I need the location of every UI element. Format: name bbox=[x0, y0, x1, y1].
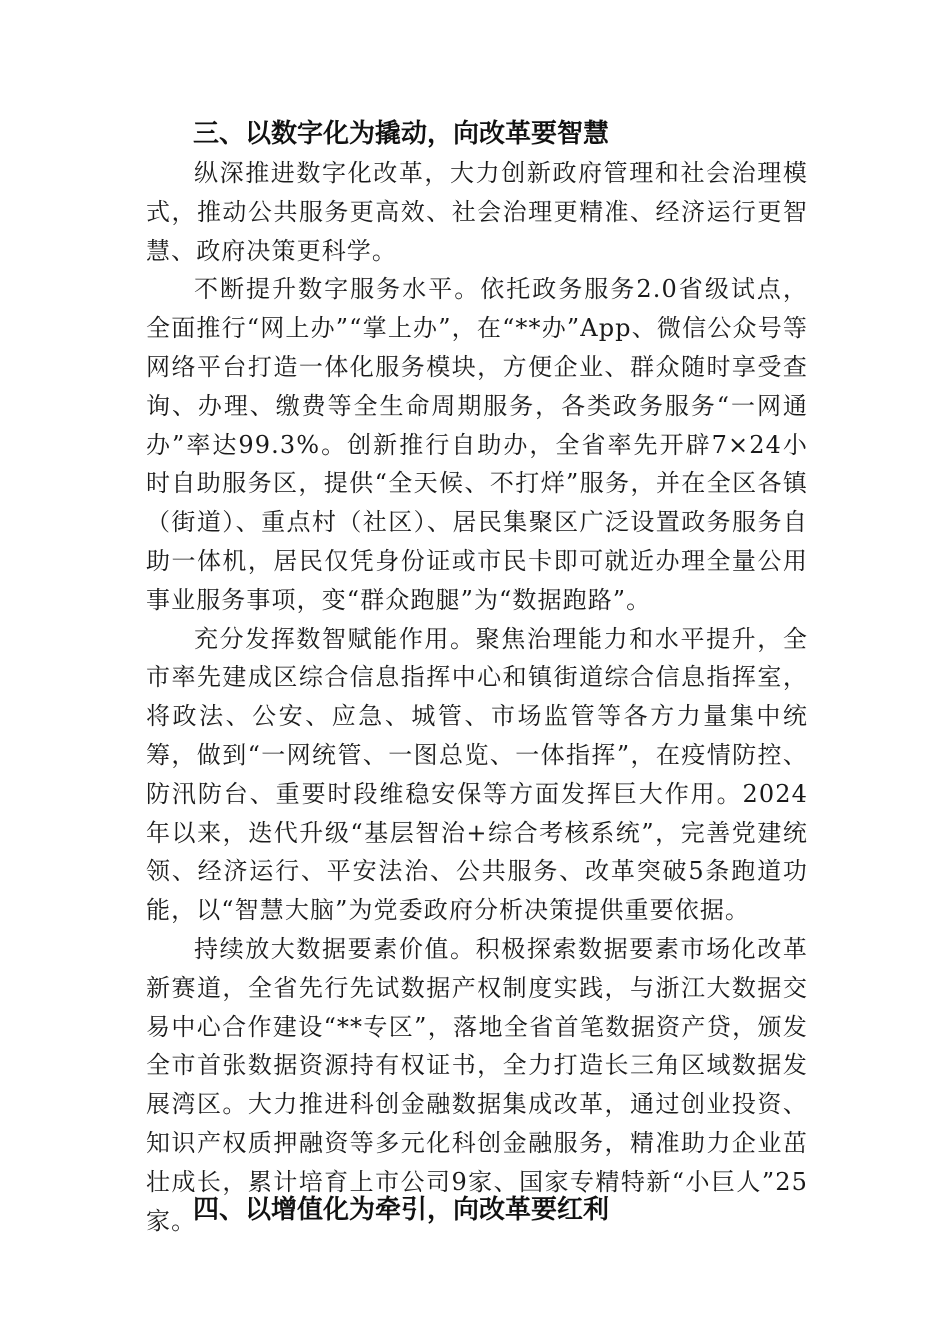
section-3 bbox=[146, 114, 808, 1240]
section-heading: 三、以数字化为撬动，向改革要智慧 bbox=[193, 119, 610, 149]
paragraph-digital-empowerment: 充分发挥数智赋能作用。聚焦治理能力和水平提升，全市率先建成区综合信息指挥中心和镇街道综合信息指挥室，将政法、公安、应急、城管、市场监管等各方力量集中统筹，做到“一网统管、一图总览、一体指挥”，在疫情防控、防汛防台、重要时段维稳安保等方面发挥巨大作用。2024年以来，迭代升级“基层智治+综合考核系统”，完善党建统领、经济运行、平安法治、公共服务、改革突破5条跑道功能，以“智慧大脑”为党委政府分析决策提供重要依据。 bbox=[146, 624, 808, 925]
paragraph-intro: 纵深推进数字化改革，大力创新政府管理和社会治理模式，推动公共服务更高效、社会治理更精准、经济运行更智慧、政府决策更科学。 bbox=[146, 159, 808, 265]
section-heading: 四、以增值化为牵引，向改革要红利 bbox=[193, 1195, 610, 1225]
paragraph-data-value: 持续放大数据要素价值。积极探索数据要素市场化改革新赛道，全省先行先试数据产权制度实践，与浙江大数据交易中心合作建设“**专区”，落地全省首笔数据资产贷，颁发全市首张数据资源持有权证书，全力打造长三角区域数据发展湾区。大力推进科创金融数据集成改革，通过创业投资、知识产权质押融资等多元化科创金融服务，精准助力企业茁壮成长，累计培育上市公司9家、国家专精特新“小巨人”25家。 bbox=[146, 934, 808, 1235]
paragraph-digital-services: 不断提升数字服务水平。依托政务服务2.0省级试点，全面推行“网上办”“掌上办”，在“**办”App、微信公众号等网络平台打造一体化服务模块，方便企业、群众随时享受查询、办理、缴费等全生命周期服务，各类政务服务“一网通办”率达99.3%。创新推行自助办，全省率先开辟7×24小时自助服务区，提供“全天候、不打烊”服务，并在全区各镇（街道）、重点村（社区）、居民集聚区广泛设置政务服务自助一体机，居民仅凭身份证或市民卡即可就近办理全量公用事业服务事项，变“群众跑腿”为“数据跑路”。 bbox=[146, 275, 808, 614]
section-4 bbox=[146, 1190, 808, 1230]
